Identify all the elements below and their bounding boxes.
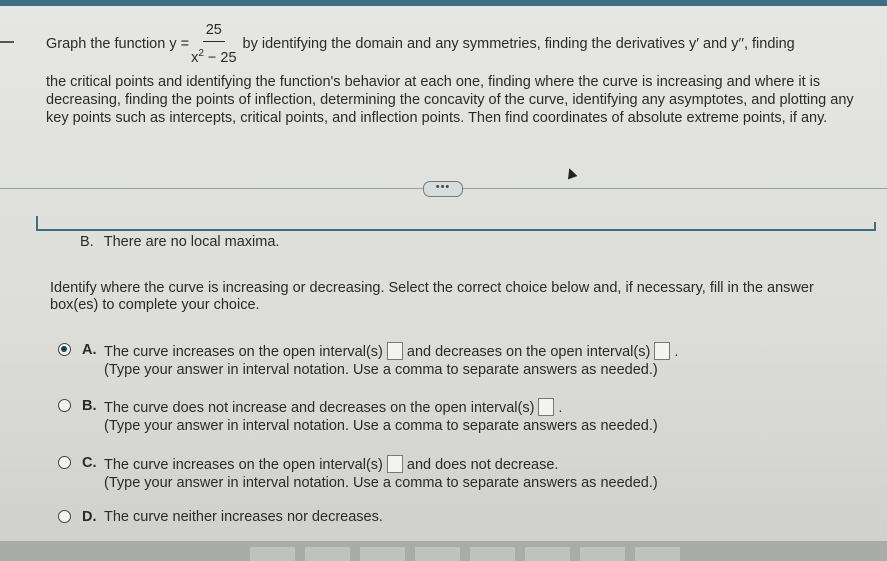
previous-part-answer [80,234,279,250]
choice-b-text-after: . [558,400,563,416]
choice-a-text-before: The curve increases on the open interval(s) [104,344,383,360]
left-edge-mark [0,41,14,43]
question-line1-suffix: by identifying the domain and any symmetries, finding the derivatives y′ and y′′, finding [242,36,795,52]
choice-c-increasing-input[interactable] [387,455,403,473]
question-first-line [46,18,876,70]
scroll-bracket-left [36,216,38,230]
choice-c-letter: C. [82,455,97,471]
bottom-toolbar-cell [305,547,350,561]
choice-b-text [104,398,562,417]
choice-d-text: The curve neither increases nor decreases. [104,509,383,525]
denominator-rest: − 25 [207,50,237,66]
mouse-pointer-icon [565,167,578,180]
denominator-base: x [191,50,199,66]
choice-a-radio[interactable] [58,343,71,356]
choice-d-letter: D. [82,509,97,525]
choice-a-increasing-input[interactable] [387,342,403,360]
choice-d-radio[interactable] [58,510,71,523]
bottom-toolbar-cell [525,547,570,561]
denominator-exponent: 2 [198,48,204,59]
choice-c-radio[interactable] [58,456,71,469]
choice-a-text [104,342,678,361]
choice-a-text-middle: and decreases on the open interval(s) [406,344,651,360]
choice-a-hint: (Type your answer in interval notation. Use a comma to separate answers as needed.) [104,362,658,378]
fraction-numerator: 25 [203,21,225,42]
choice-a-text-after: . [674,344,679,360]
question-rest: the critical points and identifying the function's behavior at each one, finding where the curve is increasing and where it is decreasing, finding the points of inflection, determining the concavity of the curve, identifying any asymptotes, and plotting any key points such as intercepts, critical points, and inflection points. Then find coordinates of absolute extreme points, if any. [46,74,854,126]
scroll-bracket-line [36,229,876,231]
choice-b-radio[interactable] [58,399,71,412]
choice-b-hint: (Type your answer in interval notation. Use a comma to separate answers as needed.) [104,418,658,434]
bottom-toolbar-cell [360,547,405,561]
question-prefix: Graph the function y = [46,36,190,52]
previous-choice-text: There are no local maxima. [103,234,280,250]
expand-more-button[interactable]: ••• [423,181,463,197]
choice-c-text [104,455,558,474]
scroll-bracket-right [874,222,876,231]
instruction-text: Identify where the curve is increasing or decreasing. Select the correct choice below and, if necessary, fill in the answer box(es) to complete your choice. [50,280,814,313]
choice-c-text-after: and does not decrease. [406,457,559,473]
choice-a-decreasing-input[interactable] [654,342,670,360]
bottom-toolbar-cell [635,547,680,561]
bottom-toolbar-cell [470,547,515,561]
choice-b-decreasing-input[interactable] [538,398,554,416]
top-bar [0,0,887,6]
question-text [46,18,876,127]
choice-c-text-before: The curve increases on the open interval(s) [104,457,383,473]
fraction-denominator [191,42,236,67]
bottom-toolbar-cell [580,547,625,561]
bottom-toolbar-cell [250,547,295,561]
previous-choice-letter: B. [80,234,94,250]
choice-b-letter: B. [82,398,97,414]
choice-c-hint: (Type your answer in interval notation. Use a comma to separate answers as needed.) [104,475,658,491]
choice-a-letter: A. [82,342,97,358]
function-fraction [191,21,236,67]
choice-b-text-before: The curve does not increase and decreases on the open interval(s) [104,400,535,416]
bottom-toolbar-cell [415,547,460,561]
